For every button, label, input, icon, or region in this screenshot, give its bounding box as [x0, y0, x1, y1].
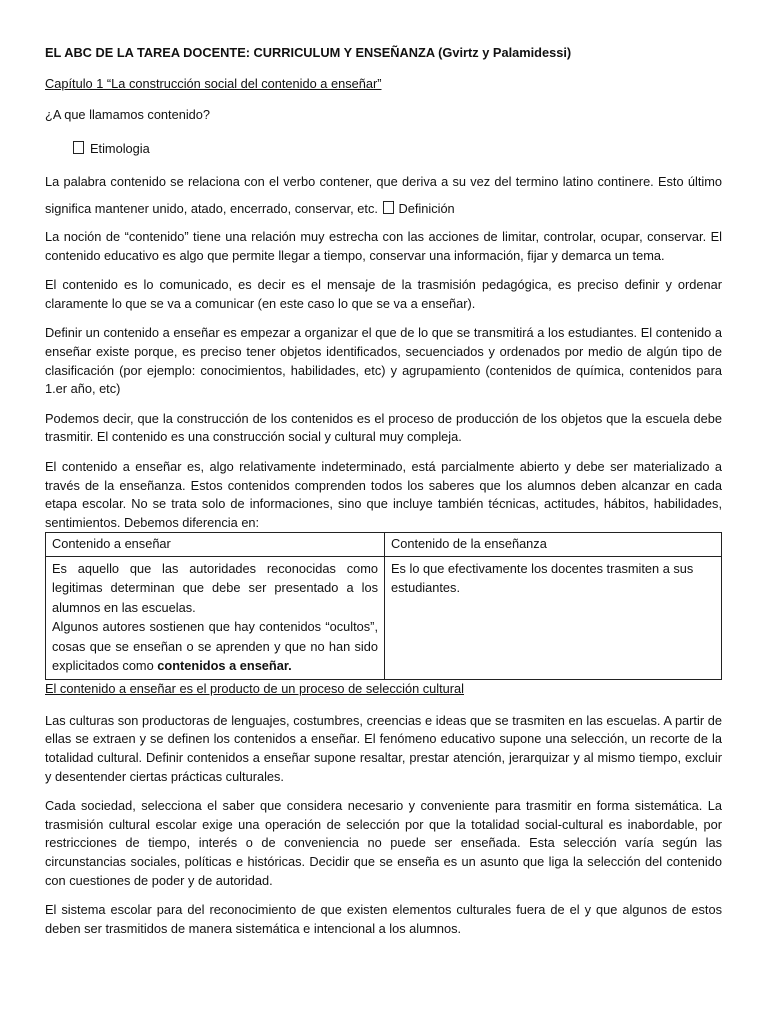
paragraph-1-tail: Definición [398, 201, 455, 216]
table-cell: Es lo que efectivamente los docentes trasmiten a sus estudiantes. [385, 556, 722, 679]
paragraph-6: El contenido a enseñar es, algo relativamente indeterminado, está parcialmente abierto y debe ser materializado a través de la enseñanza. Estos contenidos comprenden todos los saberes que los alumnos deben alcanzar en cada etapa escolar. No se trata solo de informaciones, sino que incluye también técnicas, actitudes, hábitos, habilidades, sentimientos. Debemos diferencia en: [45, 458, 722, 530]
table-cell-bold: contenidos a enseñar. [157, 658, 292, 674]
checkbox-glyph-icon [73, 141, 84, 154]
paragraph-8: Cada sociedad, selecciona el saber que considera necesario y conveniente para trasmitir en forma sistemática. La trasmisión cultural escolar exige una operación de selección por que la totalidad social-cultural es inabordable, por restricciones de tiempo, interés o de conveniencia no puede ser enseñada. Esta selección varía según las circunstancias sociales, políticas e históricas. Decidir que se enseña es un asunto que liga la selección del contenido con cuestiones de poder y de autoridad. [45, 798, 722, 888]
document-body [45, 44, 722, 949]
paragraph-3: El contenido es lo comunicado, es decir es el mensaje de la trasmisión pedagógica, es preciso definir y ordenar claramente lo que se va a comunicar (en este caso lo que se va a enseñar). [45, 277, 722, 311]
comparison-table [45, 532, 722, 680]
paragraph-5: Podemos decir, que la construcción de los contenidos es el proceso de producción de los objetos que la escuela debe trasmitir. El contenido es una construcción social y cultural muy compleja. [45, 410, 722, 445]
paragraph-7: Las culturas son productoras de lenguajes, costumbres, creencias e ideas que se trasmiten en las escuelas. A partir de ellas se extraen y se definen los contenidos a enseñar. El fenómeno educativo supone una selección, un recorte de la totalidad cultural. Definir contenidos a enseñar supone resaltar, prestar atención, jerarquizar y al mismo tiempo, excluir y desentender ciertas prácticas culturales. [45, 712, 722, 784]
chapter-heading: Capítulo 1 “La construcción social del contenido a enseñar” [45, 76, 382, 91]
document-title: EL ABC DE LA TAREA DOCENTE: CURRICULUM Y ENSEÑANZA (Gvirtz y Palamidessi) [45, 45, 572, 60]
table-header-cell: Contenido de la enseñanza [385, 533, 722, 557]
table-header-cell: Contenido a enseñar [46, 533, 385, 557]
table-cell-text-part: Algunos autores sostienen que hay contenidos “ocultos”, cosas que se enseñan o se aprenden y que no han sido explicitados como [52, 619, 378, 674]
table-row [46, 556, 722, 679]
table-header-row [46, 533, 722, 557]
paragraph-4: Definir un contenido a enseñar es empezar a organizar el que de lo que se transmitirá a los estudiantes. El contenido a enseñar existe porque, es preciso tener objetos identificados, secuenciados y ordenados por medio de algún tipo de clasificación (por ejemplo: conocimientos, habilidades, etc) y agrupamiento (contenidos de química, contenidos para 1.er año, etc) [45, 325, 722, 397]
checkbox-glyph-icon [383, 201, 394, 214]
table-cell [46, 556, 385, 679]
bullet-label: Etimologia [90, 141, 150, 156]
section-subheading: El contenido a enseñar es el producto de un proceso de selección cultural [45, 680, 465, 696]
etymology-bullet [73, 140, 722, 158]
paragraph-1-text: La palabra contenido se relaciona con el verbo contener, que deriva a su vez del termino latino continere. Esto último significa mantener unido, atado, encerrado, conservar, etc. [45, 174, 722, 216]
question-heading: ¿A que llamamos contenido? [45, 107, 211, 122]
paragraph-2: La noción de “contenido” tiene una relación muy estrecha con las acciones de limitar, controlar, ocupar, conservar. El contenido educativo es algo que permite llegar a tiempo, conservar una información, fijar y demarca un tema. [45, 229, 722, 263]
paragraph-9: El sistema escolar para del reconocimiento de que existen elementos culturales fuera de el y que algunos de estos deben ser trasmitidos de manera sistemática e intencional a los alumnos. [45, 902, 722, 936]
table-cell-text [52, 617, 378, 677]
table-cell-text: Es aquello que las autoridades reconocidas como legitimas determinan que debe ser presentado a los alumnos en las escuelas. [52, 560, 378, 615]
paragraph-1 [45, 168, 722, 222]
